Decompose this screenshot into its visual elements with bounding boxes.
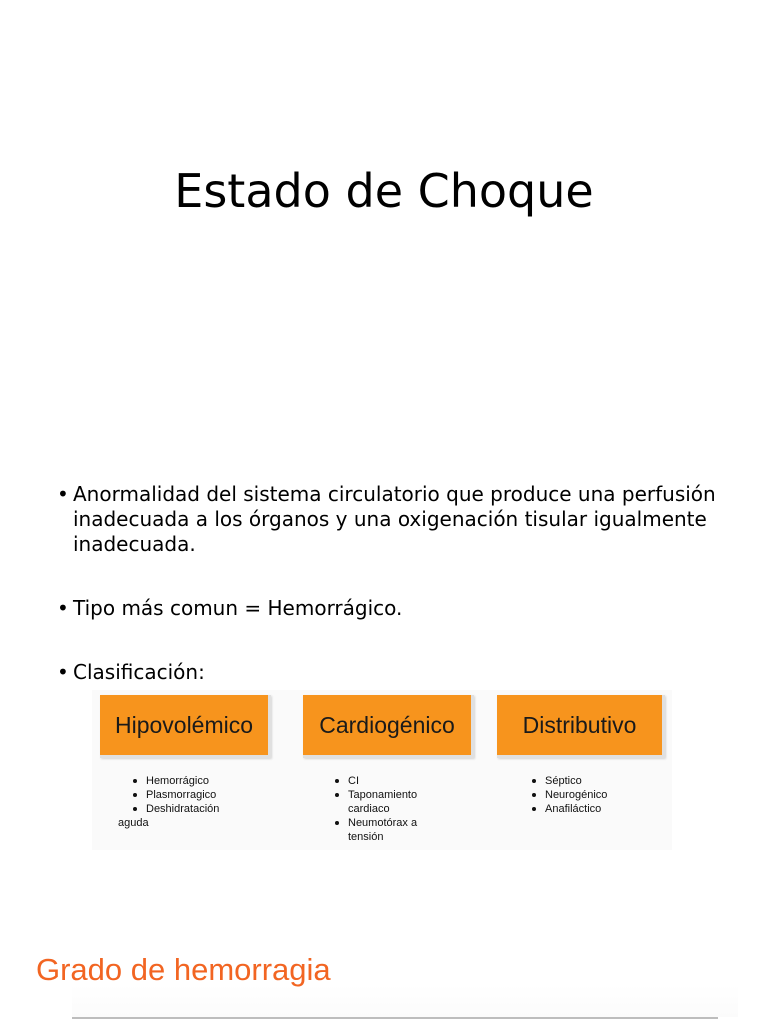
bullet-definition-text: Anormalidad del sistema circulatorio que produce una perfusión inadecuada a los órganos y una oxigenación tisular igualmente inadecuada. [73, 482, 716, 556]
list-item: CI [334, 774, 444, 788]
category-list-hipovolemico [118, 774, 252, 830]
bullet-dot: • [57, 596, 69, 620]
bullet-most-common-type [57, 596, 717, 621]
divider-line [72, 1017, 718, 1019]
bullet-dot: • [57, 660, 69, 684]
category-box-hipovolemico: Hipovolémico [100, 695, 271, 758]
section-title: Grado de hemorragia [36, 952, 331, 987]
category-box-distributivo: Distributivo [497, 695, 665, 758]
bullet-list [57, 482, 717, 685]
bullet-most-common-type-text: Tipo más comun = Hemorrágico. [73, 596, 403, 620]
category-list-cardiogenico [334, 774, 444, 844]
list-item: Neurogénico [531, 788, 641, 802]
category-list-distributivo [531, 774, 641, 816]
list-item: Hemorrágico [132, 774, 252, 788]
category-box-cardiogenico: Cardiogénico [303, 695, 474, 758]
list-item: Anafiláctico [531, 802, 641, 816]
list-item: Plasmorragico [132, 788, 252, 802]
bullet-classification [57, 660, 717, 685]
bullet-dot: • [57, 482, 69, 506]
classification-diagram [92, 690, 672, 850]
list-item: Taponamiento cardiaco [334, 788, 444, 816]
bullet-classification-text: Clasificación: [73, 660, 205, 684]
list-item: Deshidratación [132, 802, 252, 816]
list-item: Séptico [531, 774, 641, 788]
bullet-definition [57, 482, 717, 557]
list-item: Neumotórax a tensión [334, 816, 444, 844]
slide-title: Estado de Choque [174, 164, 594, 218]
list-item-continuation: aguda [118, 817, 149, 829]
